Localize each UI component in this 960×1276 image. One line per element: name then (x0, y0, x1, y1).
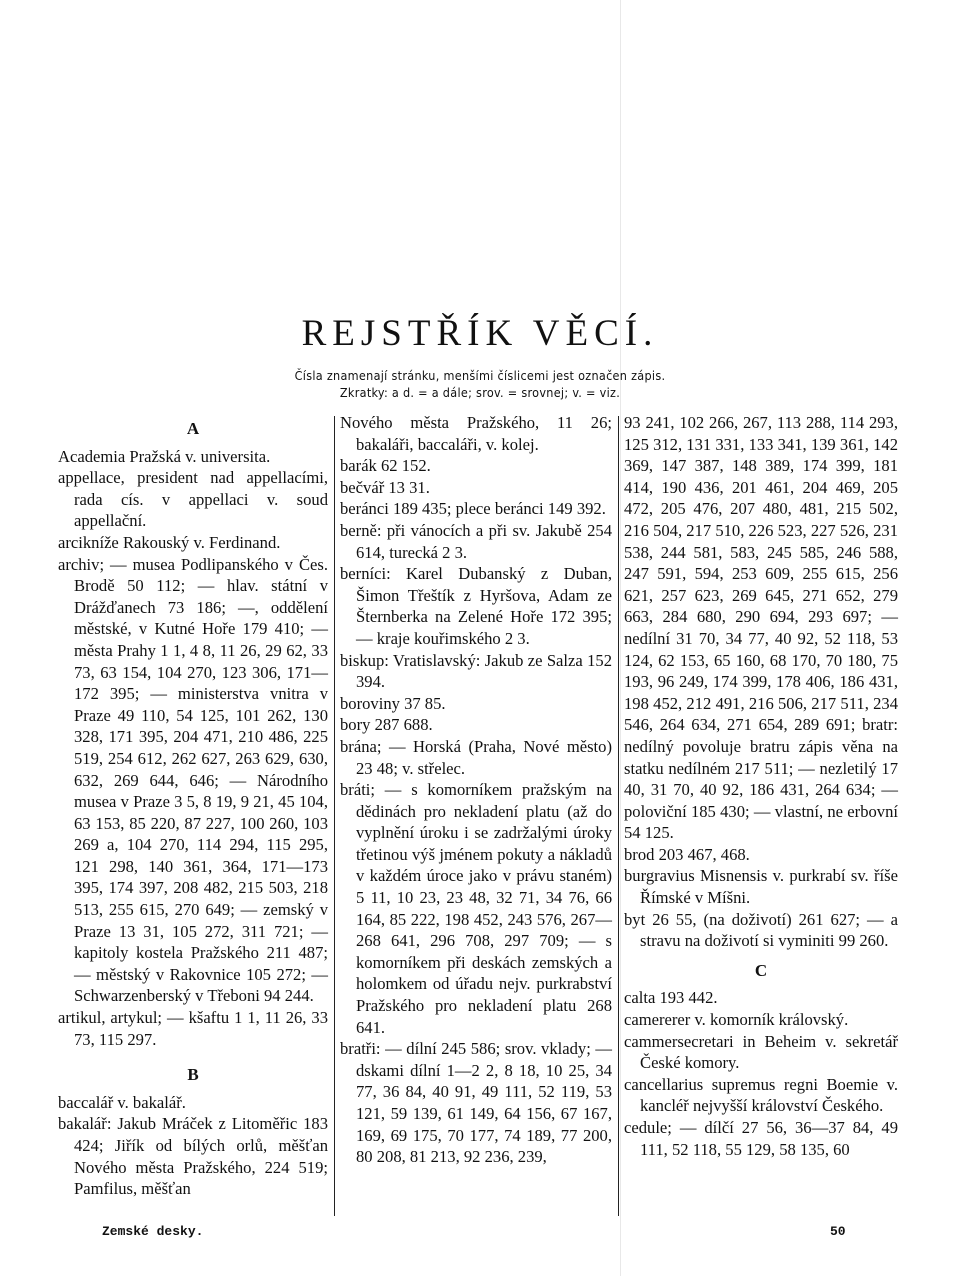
subtitle-line-1: Čísla znamenají stránku, menšími číslicemi jest označen zápis. (294, 368, 666, 383)
index-entry: Nového města Pražského, 11 26; bakaláři, baccaláři, v. kolej. (340, 413, 612, 454)
index-entry: byt 26 55, (na doživotí) 261 627; — a stravu na doživotí si vyminiti 99 260. (624, 909, 898, 951)
section-heading-c: C (754, 960, 768, 980)
index-entry: camererer v. komorník královský. (624, 1010, 849, 1030)
subtitle-line-2: Zkratky: a d. = a dále; srov. = srovnej; v. = viz. (339, 385, 621, 400)
index-entry: bráti; — s komorníkem pražským na dědinách pro nekladení platu (až do vyplnění úroku i se zadržalými úroky třetinou výš jménem pokuty a nákladů v každém úroce jako v právu staném) 5 11, 10 23, 23 48, 32 71, 34 76, 66 164, 85 222, 198 452, 243 576, 267—268 641, 296 708, 297 709; — s komorníkem při deskách zemských a holomkem od úřadu nejv. purkrabství Pražského pro nekladení platu 268 641. (340, 780, 612, 1037)
index-entry: brána; — Horská (Praha, Nové město) 23 48; v. střelec. (340, 736, 612, 778)
index-column-2 (340, 412, 612, 1168)
column-divider-2 (618, 416, 619, 1216)
index-column-3 (624, 412, 898, 1160)
index-entry: calta 193 442. (624, 988, 718, 1008)
index-entry: brod 203 467, 468. (624, 844, 750, 864)
index-entry: biskup: Vratislavský: Jakub ze Salza 152 394. (340, 650, 612, 692)
index-entry: bratři: — dílní 245 586; srov. vklady; — dskami dílní 1—2 2, 8 18, 10 25, 34 77, 36 84, 40 91, 49 111, 52 119, 53 121, 59 139, 61 149, 64 156, 67 167, 169, 69 175, 70 177, 74 189, 77 200, 80 208, 81 213, 92 236, 239, (340, 1039, 612, 1167)
index-entry: arcikníže Rakouský v. Ferdinand. (58, 532, 281, 552)
section-heading-a: A (186, 419, 200, 438)
index-entry: archiv; — musea Podlipanského v Čes. Brodě 50 112; — hlav. státní v Drážďanech 73 186; —, oddělení městské, v Kutné Hoře 179 410; — města Prahy 1 1, 4 8, 11 26, 29 62, 33 73, 63 154, 104 270, 123 306, 171—172 395; — ministerstva vnitra v Praze 49 110, 54 125, 101 262, 130 328, 171 395, 204 471, 210 486, 225 519, 254 612, 262 627, 263 629, 630, 632, 269 644, 646; — Národního musea v Praze 3 5, 8 19, 9 21, 45 104, 63 153, 85 220, 87 227, 100 260, 103 269 a, 104 270, 114 294, 115 295, 121 298, 140 361, 364, 171—173 395, 174 397, 208 482, 215 503, 218 513, 255 615, 270 649; — zemský v Praze 13 31, 105 272, 311 721; — kapitoly kostela Pražského 211 487; — městský v Rakovnice 105 272; — Schwarzenberský v Třeboni 94 244. (58, 554, 328, 1006)
index-entry: cancellarius supremus regni Boemie v. kancléř nejvyšší království Českého. (624, 1074, 898, 1116)
index-entry: baccalář v. bakalář. (58, 1092, 186, 1112)
index-entry: beránci 189 435; plece beránci 149 392. (340, 499, 606, 519)
index-entry: 93 241, 102 266, 267, 113 288, 114 293, 125 312, 131 331, 133 341, 139 361, 142 369, 147 387, 148 389, 174 399, 181 414, 190 436, 201 461, 204 469, 205 472, 205 476, 207 480, 481, 215 502, 216 504, 217 510, 226 523, 227 526, 231 538, 244 581, 583, 245 585, 246 588, 247 591, 594, 253 609, 255 615, 256 621, 257 623, 269 645, 271 652, 279 663, 284 680, 290 694, 293 697; — nedílní 31 70, 34 77, 40 92, 52 118, 53 124, 62 153, 65 160, 68 170, 70 180, 75 193, 96 249, 174 399, 178 406, 186 431, 198 452, 212 491, 216 506, 217 511, 234 546, 264 634, 271 654, 289 691; bratr: nedílný povoluje bratru zápis věna na statku nedílném 217 511; — nezletilý 17 40, 31 70, 40 92, 186 431, 264 634; — poloviční 185 430; — vlastní, ne erbovní 54 125. (624, 413, 898, 843)
index-column-1 (58, 412, 328, 1200)
index-entry: cedule; — dílčí 27 56, 36—37 84, 49 111, 52 118, 55 129, 58 135, 60 (624, 1118, 898, 1159)
index-entry: Academia Pražská v. universita. (58, 446, 271, 466)
index-entry: cammersecretari in Beheim v. sekretář České komory. (624, 1031, 898, 1073)
index-entry: burgravius Misnensis v. purkrabí sv. říše Římské v Míšni. (624, 866, 898, 908)
index-entry: appellace, president nad appellacími, rada cís. v appellaci v. soud appellační. (58, 468, 328, 531)
index-entry: bečvář 13 31. (340, 477, 430, 497)
column-divider-1 (334, 416, 335, 1216)
page-title: REJSTŘÍK VĚCÍ. (301, 313, 659, 354)
footer-source: Zemské desky. (102, 1224, 204, 1239)
index-entry: bory 287 688. (340, 715, 433, 735)
page-crease (620, 0, 621, 1276)
index-entry: bakalář: Jakub Mráček z Litoměřic 183 424; Jiřík od bílých orlů, měšťan Nového města Pražského, 224 519; Pamfilus, měšťan (58, 1114, 328, 1199)
index-entry: berníci: Karel Dubanský z Duban, Šimon Třeštík z Hyršova, Adam ze Šternberka na Zelené Hoře 172 395; — kraje kouřimského 2 3. (340, 564, 612, 648)
index-entry: boroviny 37 85. (340, 693, 446, 713)
index-entry: artikul, artykul; — kšaftu 1 1, 11 26, 33 73, 115 297. (58, 1008, 328, 1049)
index-entry: barák 62 152. (340, 456, 431, 476)
index-entry: berně: při vánocích a při sv. Jakubě 254 614, turecká 2 3. (340, 520, 612, 562)
section-heading-b: B (187, 1065, 199, 1085)
page-number: 50 (830, 1224, 846, 1239)
